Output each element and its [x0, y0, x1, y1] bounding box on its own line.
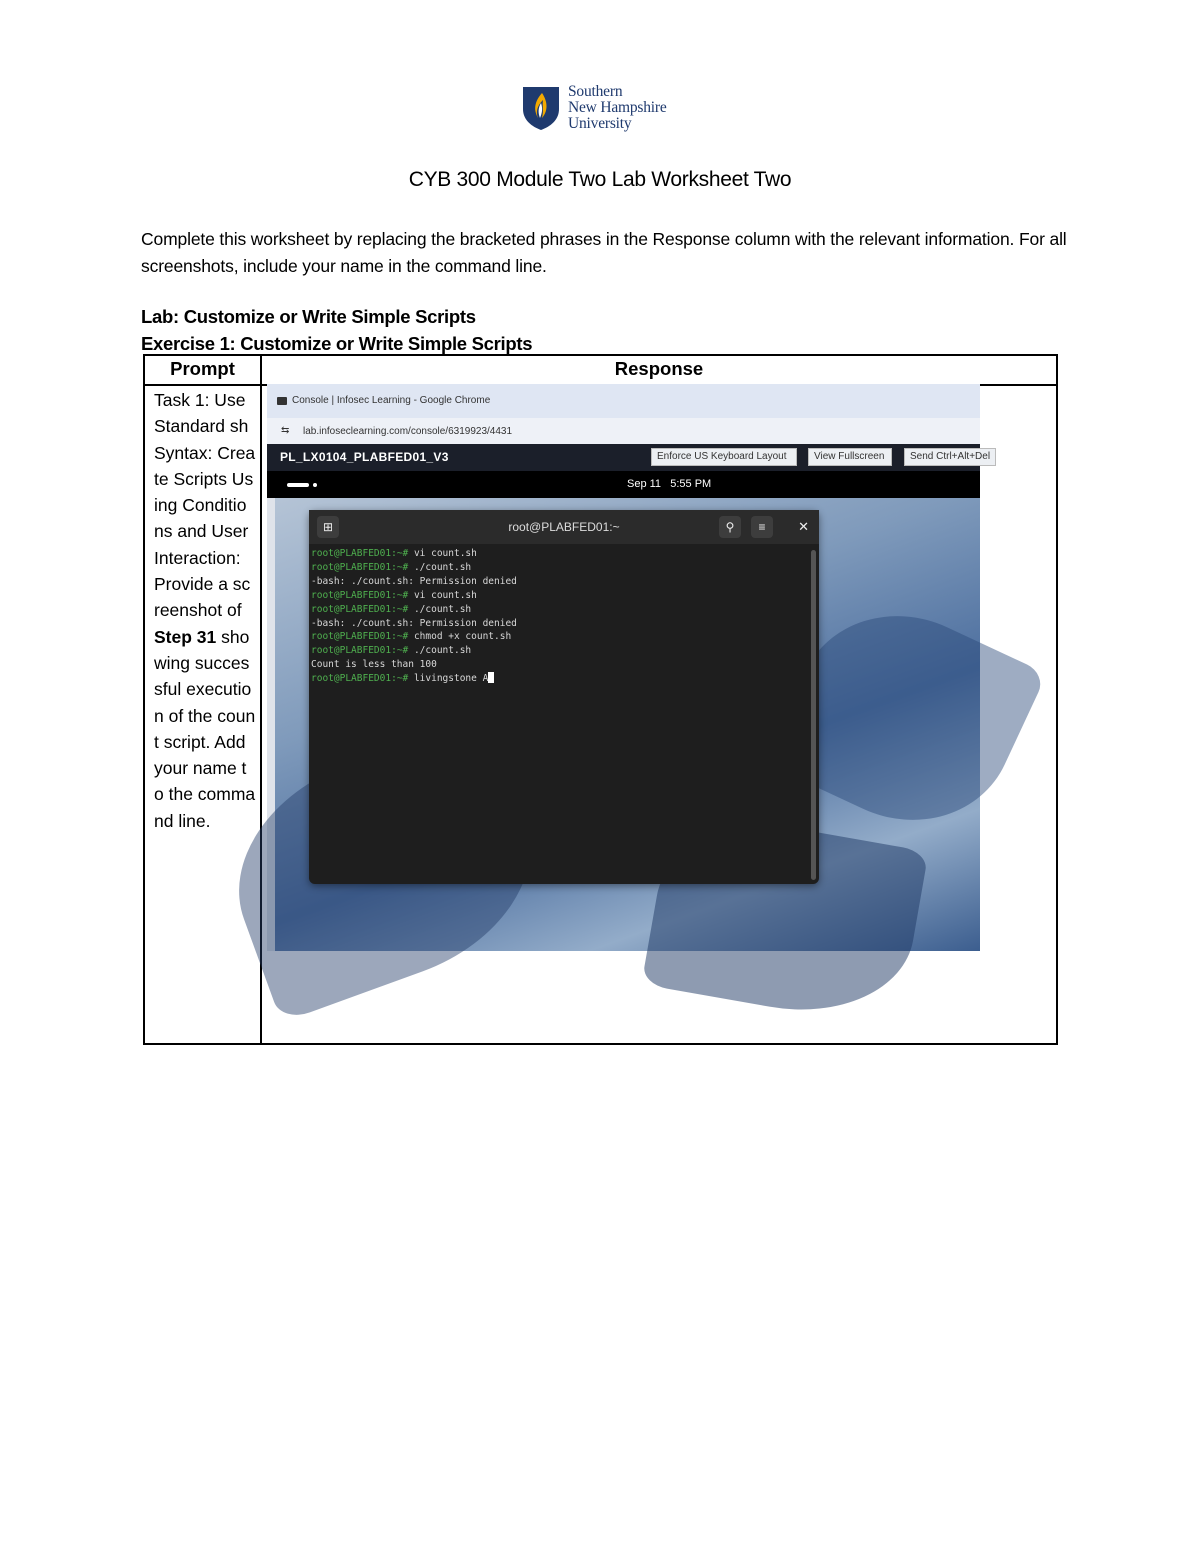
logo-line-2: New Hampshire: [568, 99, 667, 116]
url-text: lab.infoseclearning.com/console/6319923/4431: [303, 426, 513, 437]
shield-flame-icon: [521, 85, 561, 131]
terminal-cursor: [488, 672, 494, 683]
response-screenshot: [267, 384, 991, 951]
vm-name: PL_LX0104_PLABFED01_V3: [280, 450, 449, 464]
terminal-command: vi count.sh: [413, 548, 477, 559]
prompt-cell: [154, 387, 256, 834]
university-logo: [521, 84, 667, 132]
terminal-line: [311, 644, 807, 658]
terminal-command: Count is less than 100: [311, 659, 437, 671]
terminal-command: ./count.sh: [413, 645, 472, 657]
lab-heading: Lab: Customize or Write Simple Scripts: [141, 306, 476, 327]
address-bar[interactable]: [267, 418, 980, 444]
new-tab-icon[interactable]: ⊞: [317, 516, 339, 538]
terminal-line: [311, 589, 807, 603]
search-icon[interactable]: ⚲: [719, 516, 741, 538]
terminal-header: [309, 510, 819, 544]
clock-time: 5:55 PM: [670, 478, 712, 490]
vm-toolbar: [267, 444, 991, 471]
terminal-line: [311, 547, 807, 561]
menu-icon[interactable]: ≡: [751, 516, 773, 538]
terminal-command: vi count.sh: [413, 589, 477, 601]
logo-line-1: Southern: [568, 83, 623, 100]
close-icon[interactable]: ✕: [798, 519, 809, 534]
clock-date: Sep 11: [627, 478, 662, 490]
terminal-command: chmod +x count.sh: [413, 631, 512, 643]
gnome-top-bar: [267, 471, 980, 498]
terminal-scrollbar[interactable]: [811, 550, 816, 880]
browser-tab[interactable]: [277, 395, 490, 406]
exercise-heading: Exercise 1: Customize or Write Simple Scripts: [141, 333, 533, 354]
console-favicon-icon: [277, 397, 287, 405]
view-fullscreen-button[interactable]: View Fullscreen: [808, 448, 892, 466]
prompt-text-1: Task 1: Use Standard sh Syntax: Create Scripts Using Conditions and User Interaction: Provide a screenshot of: [154, 390, 256, 621]
site-info-icon[interactable]: ⇆: [281, 425, 290, 436]
terminal-line: [311, 603, 807, 617]
send-ctrl-alt-del-button[interactable]: Send Ctrl+Alt+Del: [904, 448, 996, 466]
terminal-line: [311, 575, 807, 589]
terminal-prompt: root@PLABFED01:~#: [311, 548, 414, 559]
tab-title: Console | Infosec Learning - Google Chrome: [292, 395, 491, 406]
terminal-command: -bash: ./count.sh: Permission denied: [311, 617, 517, 629]
header-response: Response: [614, 358, 704, 379]
terminal-line: [311, 672, 807, 686]
terminal-prompt: root@PLABFED01:~#: [311, 589, 414, 601]
terminal-line: [311, 630, 807, 644]
terminal-line: [311, 561, 807, 575]
table-header-row: [145, 356, 1056, 386]
terminal-line: [311, 617, 807, 631]
terminal-command: -bash: ./count.sh: Permission denied: [311, 575, 517, 587]
activities-indicator[interactable]: [287, 483, 309, 487]
document-title: CYB 300 Module Two Lab Worksheet Two: [408, 168, 792, 191]
terminal-title: root@PLABFED01:~: [508, 520, 620, 534]
workspace-dot: [313, 483, 317, 487]
terminal-line: [311, 658, 807, 672]
prompt-text-2: showing successful execution of the count script. Add your name to the command line.: [154, 626, 256, 831]
prompt-step-bold: Step 31: [154, 626, 217, 647]
clock[interactable]: [627, 478, 711, 490]
terminal-prompt: root@PLABFED01:~#: [311, 645, 414, 657]
browser-title-bar: [267, 384, 980, 418]
terminal-prompt: root@PLABFED01:~#: [311, 561, 414, 573]
enforce-keyboard-button[interactable]: Enforce US Keyboard Layout: [651, 448, 797, 466]
terminal-window[interactable]: [309, 510, 819, 884]
terminal-prompt: root@PLABFED01:~#: [311, 603, 414, 615]
logo-wordmark: [568, 84, 667, 132]
terminal-command: livingstone A: [413, 673, 489, 685]
terminal-prompt: root@PLABFED01:~#: [311, 631, 414, 643]
intro-paragraph: Complete this worksheet by replacing the bracketed phrases in the Response column with the relevant information. For all screenshots, include your name in the command line.: [141, 229, 1067, 276]
terminal-command: ./count.sh: [413, 603, 472, 615]
terminal-prompt: root@PLABFED01:~#: [311, 673, 414, 685]
terminal-command: ./count.sh: [413, 561, 472, 573]
terminal-output[interactable]: [311, 547, 807, 686]
header-prompt: Prompt: [170, 358, 235, 379]
logo-line-3: University: [568, 115, 632, 132]
